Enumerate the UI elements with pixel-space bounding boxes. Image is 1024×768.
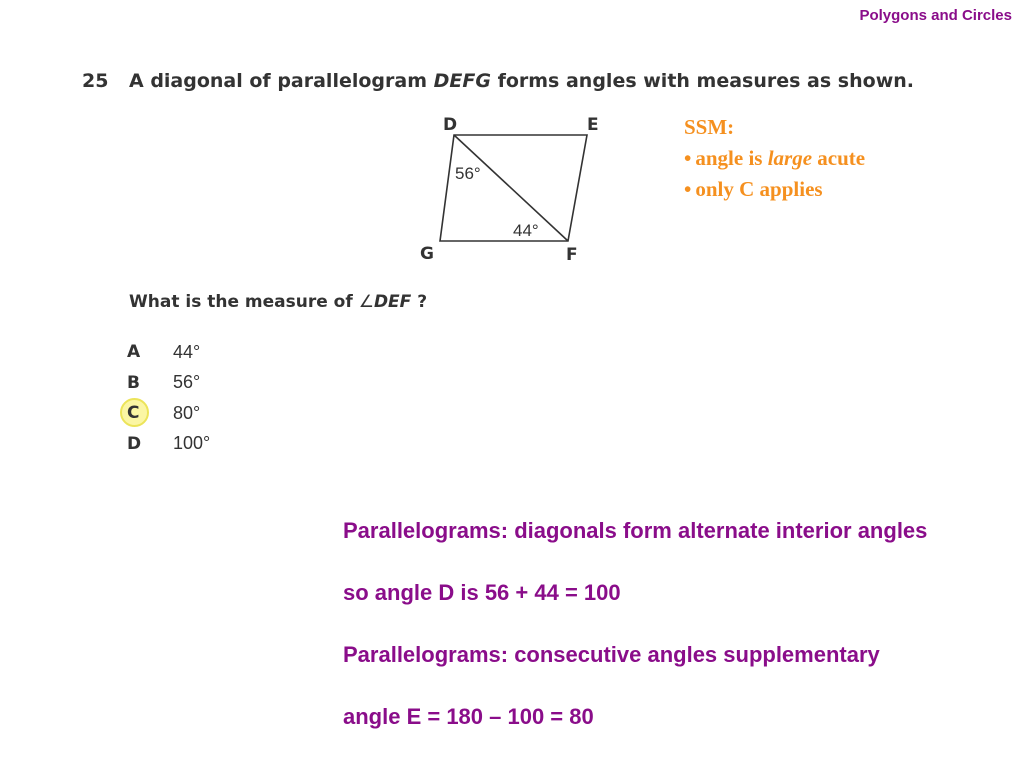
choice-letter: A [127, 342, 141, 363]
ssm-bullet1-emphasis: large [767, 146, 813, 170]
choice-letter: D [127, 433, 142, 454]
answer-choices [127, 337, 210, 459]
explanation-line: Parallelograms: consecutive angles supplementary [343, 642, 880, 667]
ssm-bullets [684, 143, 865, 205]
vertex-label-g: G [420, 244, 434, 264]
vertex-label-f: F [566, 245, 578, 265]
ssm-bullet: • only C applies [684, 174, 865, 205]
diagonal-df [454, 135, 568, 241]
sub-question-after: ? [411, 292, 428, 312]
ssm-bullet1-suffix: acute [812, 146, 866, 170]
choice-b[interactable] [127, 368, 210, 399]
angle-name: DEF [373, 292, 412, 312]
choice-a[interactable] [127, 337, 210, 368]
sub-question-before: What is the measure of [129, 292, 359, 312]
question-text-after: forms angles with measures as shown. [490, 70, 914, 92]
choice-value: 80° [173, 402, 201, 423]
sub-question [129, 292, 427, 312]
choice-letter: B [127, 372, 140, 393]
question-text-before: A diagonal of parallelogram [129, 70, 434, 92]
angle-label-f: 44° [513, 221, 539, 240]
explanation-line: angle E = 180 – 100 = 80 [343, 704, 594, 729]
explanation-line: Parallelograms: diagonals form alternate interior angles [343, 518, 928, 543]
choice-value: 56° [173, 372, 201, 393]
ssm-hint [684, 112, 865, 205]
angle-symbol: ∠ [358, 292, 374, 312]
ssm-heading: SSM: [684, 115, 735, 139]
explanation-line: so angle D is 56 + 44 = 100 [343, 580, 621, 605]
shape-name: DEFG [433, 70, 491, 92]
choice-d[interactable] [127, 429, 210, 460]
parallelogram-figure [410, 108, 610, 268]
explanation [343, 518, 927, 766]
angle-label-d: 56° [455, 164, 481, 183]
slide-header-title: Polygons and Circles [859, 7, 1012, 24]
vertex-label-d: D [443, 115, 458, 135]
choice-value: 44° [173, 341, 201, 362]
choice-c[interactable] [127, 398, 210, 429]
vertex-label-e: E [587, 115, 599, 135]
question-number: 25 [82, 70, 109, 92]
choice-value: 100° [173, 433, 211, 454]
choice-letter: C [127, 403, 140, 424]
question-text [129, 70, 914, 92]
ssm-bullet1-prefix: angle is [695, 146, 768, 170]
ssm-bullet [684, 143, 865, 174]
